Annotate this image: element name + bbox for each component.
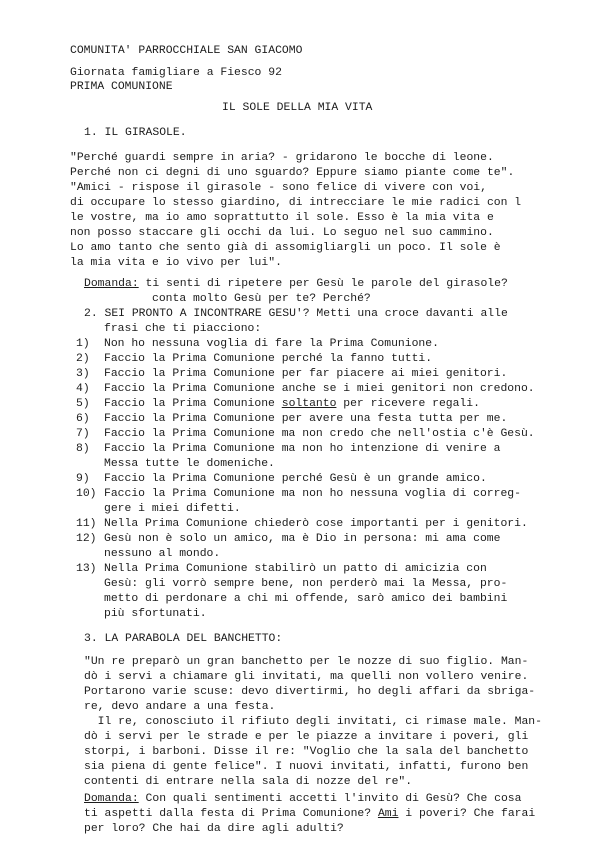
list-item-text — [104, 352, 432, 366]
list-item-number — [76, 367, 90, 381]
text-run: dò i servi a chiamare gli invitati, ma quelli non vollero venire. — [84, 671, 529, 683]
text-run: Giornata famigliare a Fiesco 92 — [70, 67, 282, 79]
list-item-number — [76, 472, 90, 486]
text-run: PRIMA COMUNIONE — [70, 81, 173, 93]
text-run: contenti di entrare nella sala di nozze del re". — [84, 776, 413, 788]
text-run: Faccio la Prima Comunione per avere una festa tutta per me. — [104, 413, 508, 425]
list-item-text — [104, 427, 535, 441]
list-item-text — [104, 562, 487, 576]
text-run: gere i miei difetti. — [104, 503, 241, 515]
text-run: 10) — [76, 488, 97, 500]
text-run: le vostre, ma io amo soprattutto il sole. Esso è la mia vita e — [70, 212, 494, 224]
list-item-text-cont — [104, 457, 275, 471]
text-run: 8) — [76, 443, 90, 455]
text-run: Non ho nessuna voglia di fare la Prima Comunione. — [104, 338, 439, 350]
list-item-text-cont — [104, 547, 220, 561]
text-run: 13) — [76, 563, 97, 575]
text-run: frasi che ti piacciono: — [104, 323, 262, 335]
text-run: Faccio la Prima Comunione ma non ho intenzione di venire a — [104, 443, 501, 455]
section1-line — [70, 166, 514, 180]
section1-line — [70, 226, 494, 240]
text-run: dò i servi per le strade e per le piazze a invitare i poveri, gli — [84, 731, 529, 743]
section1-line — [70, 151, 494, 165]
text-run: re, devo andare a una festa. — [84, 701, 276, 713]
list-item-text — [104, 487, 521, 501]
list-item-text — [104, 532, 500, 546]
text-run: Portarono varie scuse: devo divertirmi, ho degli affari da sbriga- — [84, 686, 536, 698]
text-run: i poveri? Che farai — [398, 808, 536, 820]
text-run: ti senti di ripetere per Gesù le parole del girasole? — [138, 278, 508, 290]
section1-line — [70, 211, 494, 225]
text-run: più sfortunati. — [104, 608, 207, 620]
text-run: conta molto Gesù per te? Perché? — [152, 293, 371, 305]
text-run: Gesù non è solo un amico, ma è Dio in persona: mi ama come — [104, 533, 501, 545]
list-item-number — [76, 562, 97, 576]
section3-line — [84, 700, 275, 714]
text-run: Faccio la Prima Comunione — [104, 398, 282, 410]
text-run: COMUNITA' PARROCCHIALE SAN GIACOMO — [70, 45, 303, 57]
list-item-text — [104, 397, 480, 411]
text-run: Faccio la Prima Comunione anche se i miei genitori non credono. — [104, 383, 535, 395]
list-item-text — [104, 382, 535, 396]
text-run: 6) — [76, 413, 90, 425]
text-run: Il re, conosciuto il rifiuto degli invitati, ci rimase male. Man- — [84, 716, 542, 728]
list-item-number — [76, 442, 90, 456]
subtitle-line — [70, 80, 173, 94]
underlined-text: Ami — [377, 808, 399, 820]
section3-question — [84, 792, 521, 806]
list-item-text-cont — [104, 607, 207, 621]
text-run: 12) — [76, 533, 97, 545]
text-run: 3) — [76, 368, 90, 380]
section3-line — [84, 760, 528, 774]
text-run: la mia vita e io vivo per lui". — [70, 257, 282, 269]
org-name — [70, 44, 302, 58]
text-run: 9) — [76, 473, 90, 485]
text-run: "Amici - rispose il girasole - sono felice di vivere con voi, — [70, 182, 487, 194]
list-item-text — [104, 517, 528, 531]
text-run: di occupare lo stesso giardino, di intrecciare le mie radici con l — [70, 197, 522, 209]
text-run: 5) — [76, 398, 90, 410]
section3-line — [84, 655, 528, 669]
list-item-text — [104, 442, 500, 456]
list-item-number — [76, 337, 90, 351]
list-item-text — [104, 367, 507, 381]
text-run: IL SOLE DELLA MIA VITA — [222, 102, 373, 114]
text-run: 7) — [76, 428, 90, 440]
section1-heading — [84, 126, 187, 140]
underlined-text: Domanda: — [84, 793, 139, 805]
list-item-number — [76, 397, 90, 411]
section3-heading — [84, 632, 282, 646]
section3-line — [84, 730, 528, 744]
text-run: Gesù: gli vorrò sempre bene, non perderò mai la Messa, pro- — [104, 578, 508, 590]
text-run: 2) — [76, 353, 90, 365]
list-item-text-cont — [104, 502, 241, 516]
text-run: Faccio la Prima Comunione perché Gesù è un grande amico. — [104, 473, 487, 485]
text-run: nessuno al mondo. — [104, 548, 221, 560]
list-item-text-cont — [104, 577, 507, 591]
list-item-text — [104, 472, 487, 486]
list-item-number — [76, 487, 97, 501]
list-item-number — [76, 532, 97, 546]
text-run: per loro? Che hai da dire agli adulti? — [84, 823, 344, 835]
text-run: Lo amo tanto che sento già di assomigliargli un poco. Il sole è — [70, 242, 501, 254]
text-run: "Un re preparò un gran banchetto per le nozze di suo figlio. Man- — [84, 656, 529, 668]
section3-question-cont — [84, 822, 344, 836]
underlined-text: soltanto — [281, 398, 337, 410]
section3-line — [84, 775, 412, 789]
section3-line — [84, 685, 535, 699]
section1-question — [84, 277, 508, 291]
section2-heading — [84, 307, 508, 321]
event-line — [70, 66, 282, 80]
document-title — [222, 101, 372, 115]
list-item-text — [104, 337, 439, 351]
text-run: Messa tutte le domeniche. — [104, 458, 275, 470]
text-run: ti aspetti dalla festa di Prima Comunione? — [84, 808, 378, 820]
text-run: 1. IL GIRASOLE. — [84, 127, 187, 139]
text-run: Faccio la Prima Comunione per far piacere ai miei genitori. — [104, 368, 508, 380]
list-item-number — [76, 517, 97, 531]
section1-line — [70, 241, 501, 255]
list-item-text-cont — [104, 592, 507, 606]
text-run: Nella Prima Comunione stabilirò un patto di amicizia con — [104, 563, 487, 575]
list-item-text — [104, 412, 507, 426]
section1-line — [70, 196, 521, 210]
section3-line — [84, 745, 528, 759]
section3-line — [84, 670, 528, 684]
text-run: Perché non ci degni di uno sguardo? Eppure siamo piante come te". — [70, 167, 515, 179]
underlined-text: Domanda: — [84, 278, 139, 290]
section3-question-cont — [84, 807, 535, 821]
text-run: Faccio la Prima Comunione ma non ho nessuna voglia di correg- — [104, 488, 521, 500]
section1-line — [70, 256, 282, 270]
text-run: per ricevere regali. — [336, 398, 480, 410]
text-run: "Perché guardi sempre in aria? - gridarono le bocche di leone. — [70, 152, 494, 164]
text-run: 2. SEI PRONTO A INCONTRARE GESU'? Metti una croce davanti alle — [84, 308, 508, 320]
section1-line — [70, 181, 487, 195]
list-item-number — [76, 412, 90, 426]
section1-question-cont — [152, 292, 371, 306]
list-item-number — [76, 352, 90, 366]
text-run: 3. LA PARABOLA DEL BANCHETTO: — [84, 633, 283, 645]
text-run: non posso staccare gli occhi da lui. Lo seguo nel suo cammino. — [70, 227, 494, 239]
section3-line — [84, 715, 542, 729]
section2-heading-cont — [104, 322, 261, 336]
text-run: metto di perdonare a chi mi offende, sarò amico dei bambini — [104, 593, 508, 605]
text-run: Faccio la Prima Comunione perché la fanno tutti. — [104, 353, 433, 365]
text-run: 4) — [76, 383, 90, 395]
text-run: storpi, i barboni. Disse il re: "Voglio che la sala del banchetto — [84, 746, 529, 758]
list-item-number — [76, 427, 90, 441]
text-run: Nella Prima Comunione chiederò cose importanti per i genitori. — [104, 518, 528, 530]
text-run: 11) — [76, 518, 97, 530]
text-run: Faccio la Prima Comunione ma non credo che nell'ostia c'è Gesù. — [104, 428, 535, 440]
text-run: 1) — [76, 338, 90, 350]
list-item-number — [76, 382, 90, 396]
text-run: Con quali sentimenti accetti l'invito di Gesù? Che cosa — [138, 793, 522, 805]
text-run: sia piena di gente felice". I nuovi invitati, infatti, furono ben — [84, 761, 529, 773]
